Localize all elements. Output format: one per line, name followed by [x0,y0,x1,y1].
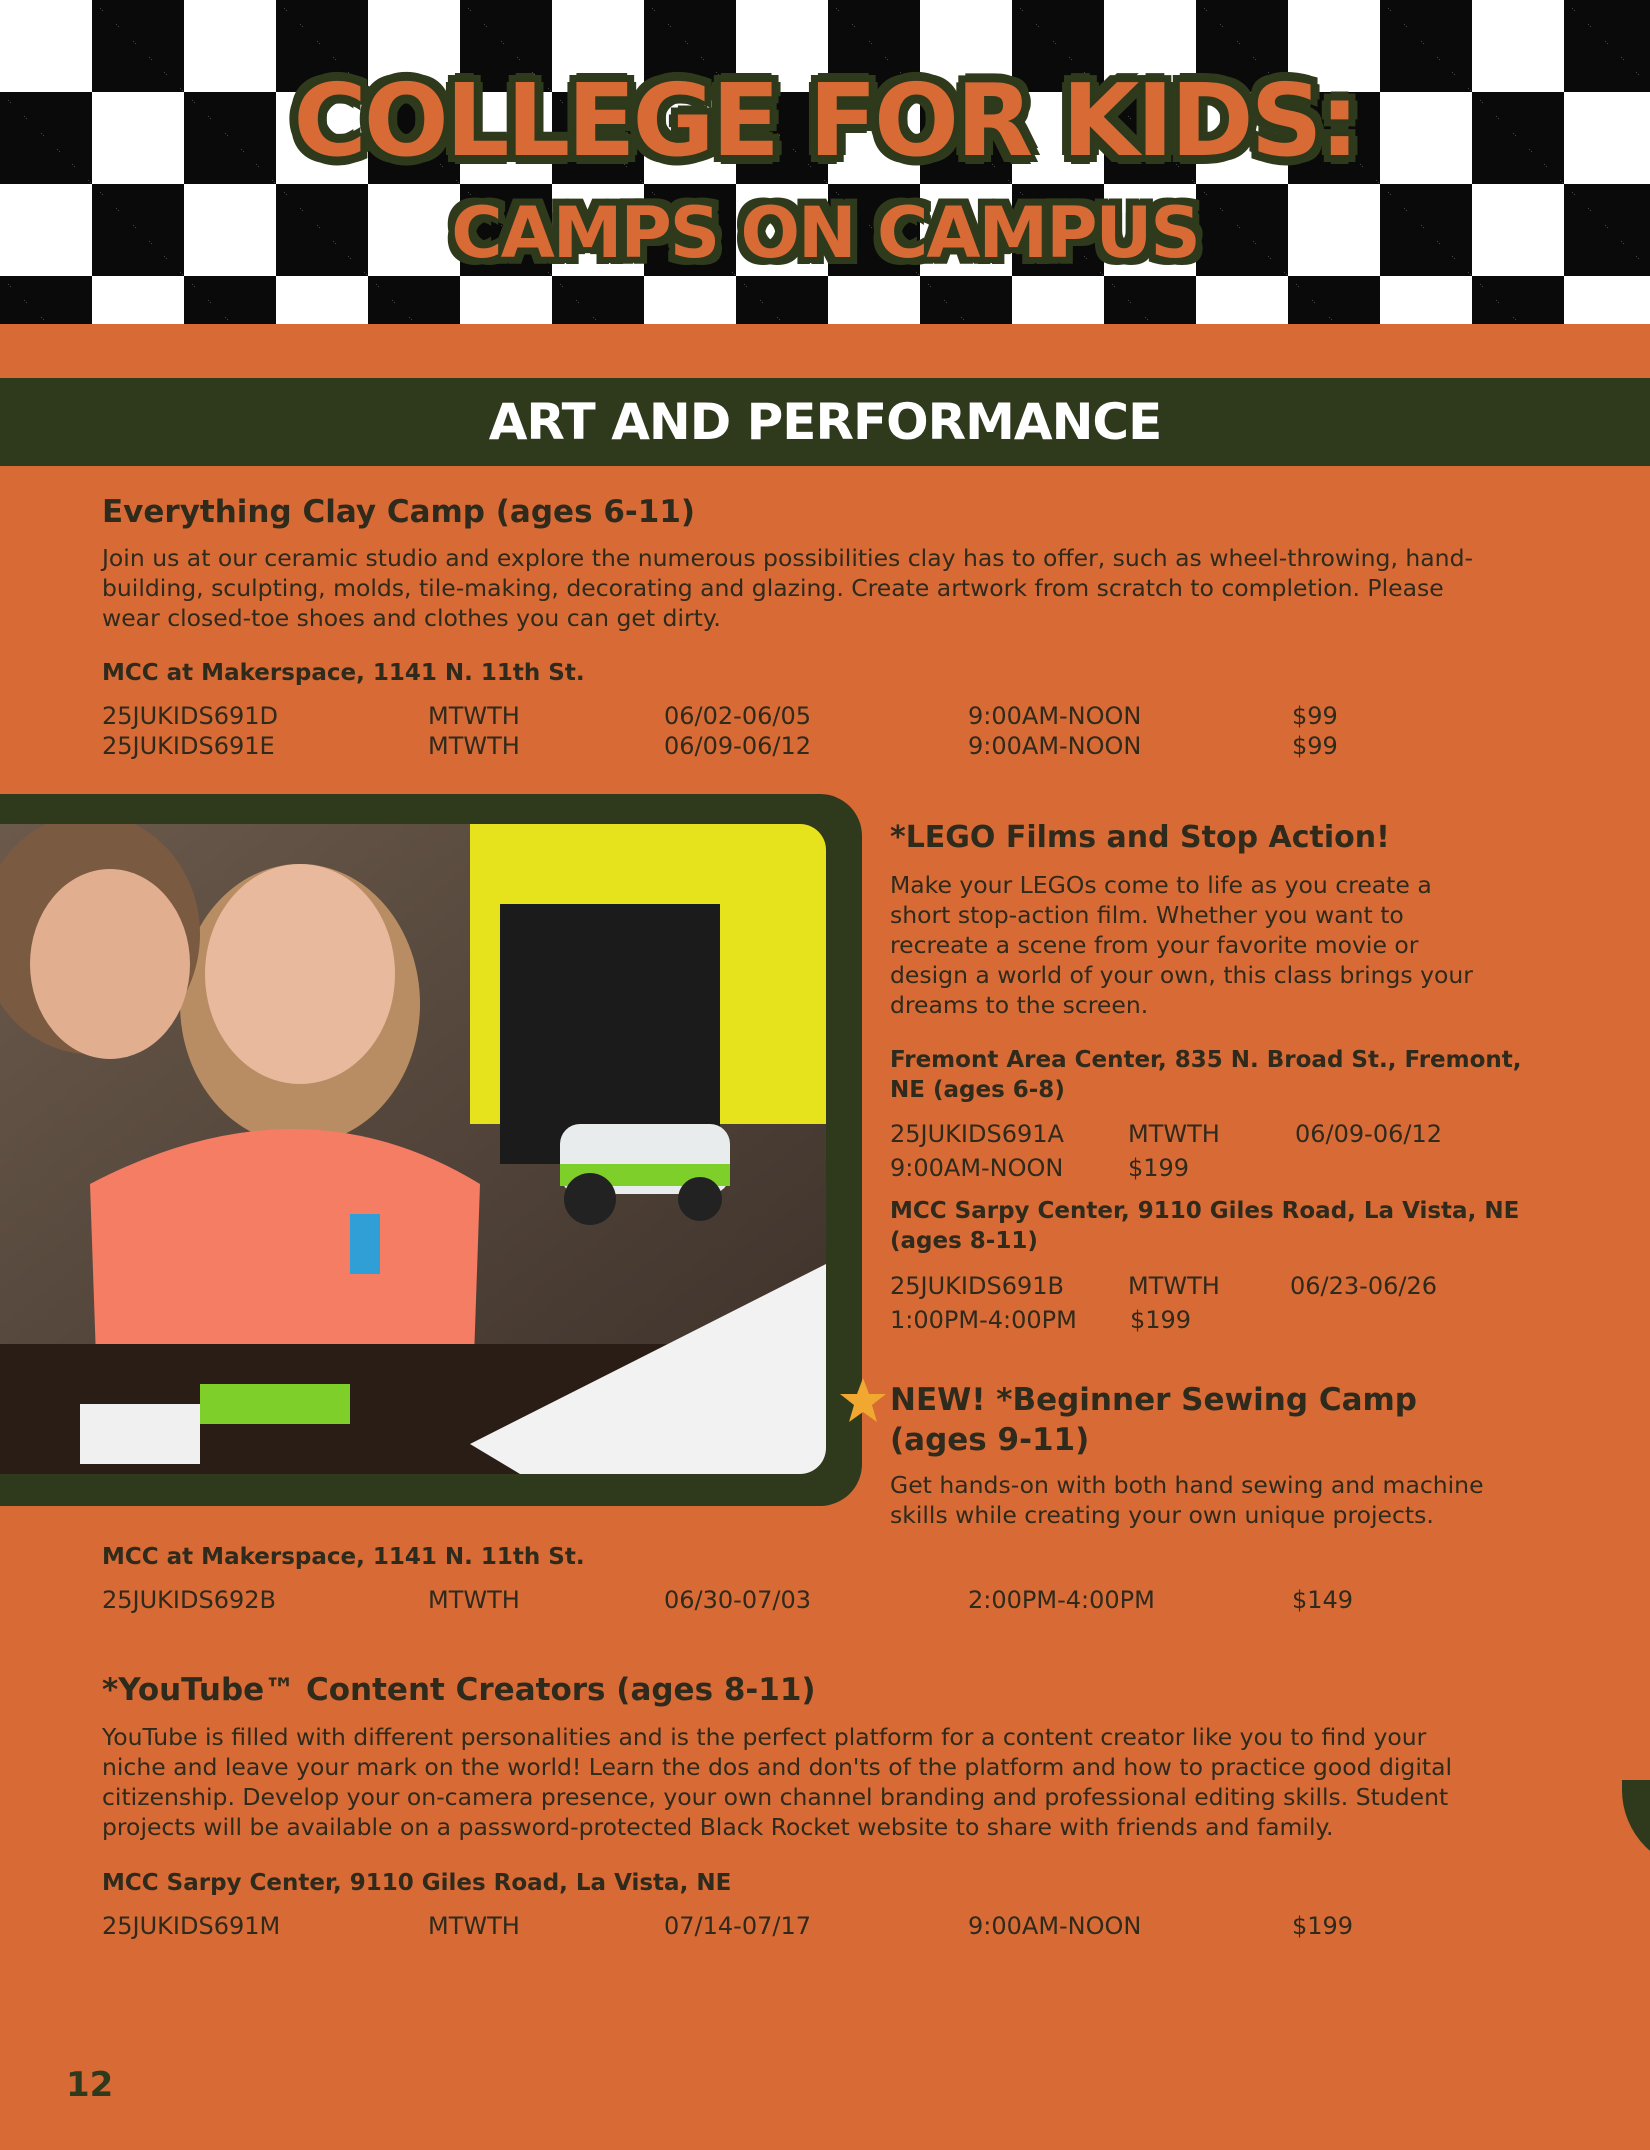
star-icon [838,1376,888,1426]
sewing-heading: NEW! *Beginner Sewing Camp (ages 9-11) [890,1382,1417,1458]
schedule-row: 25JUKIDS691M MTWTH 07/14-07/17 9:00AM-NOON $199 [102,1912,1354,1940]
youtube-location: MCC Sarpy Center, 9110 Giles Road, La Vista, NE [102,1870,732,1896]
youtube-description: YouTube is filled with different personalities and is the perfect platform for a content creator like you to find your niche and leave your mark on the world! Learn the dos and don'ts of the platform and how to practice good digital citizenship. Develop your on-camera presence, your own channel branding and professional editing skills. Student projects will be available on a password-protected Black Rocket website to share with friends and family. [102,1723,1453,1841]
sewing-description: Get hands-on with both hand sewing and machine skills while creating your own unique projects. [890,1471,1484,1529]
sewing-location: MCC at Makerspace, 1141 N. 11th St. [102,1544,585,1570]
schedule-row: 25JUKIDS691E MTWTH 06/09-06/12 9:00AM-NOON $99 [102,732,1338,760]
clay-camp-description: Join us at our ceramic studio and explore the numerous possibilities clay has to offer, such as wheel-throwing, hand- building, sculpting, molds, tile-making, decorating and glazing. Create artwork from scratch to completion. Please wear closed-toe shoes and clothes you can get dirty. [102,544,1473,632]
page-number: 12 [66,2065,114,2105]
youtube-heading: *YouTube™ Content Creators (ages 8-11) [102,1672,816,1708]
page-subtitle: CAMPS ON CAMPUS [451,192,1199,274]
leaf-decoration [1622,1780,1650,1870]
clay-camp-location: MCC at Makerspace, 1141 N. 11th St. [102,660,585,686]
schedule-row: 25JUKIDS691D MTWTH 06/02-06/05 9:00AM-NOON $99 [102,702,1338,730]
clay-camp-heading: Everything Clay Camp (ages 6-11) [102,494,696,530]
kids-lego-photo [0,824,826,1474]
lego-location-sarpy: MCC Sarpy Center, 9110 Giles Road, La Vista, NE (ages 8-11) [890,1198,1520,1254]
section-title: ART AND PERFORMANCE [0,378,1650,466]
lego-heading: *LEGO Films and Stop Action! [890,820,1390,855]
lego-location-fremont: Fremont Area Center, 835 N. Broad St., Fremont, NE (ages 6-8) [890,1047,1522,1103]
page-title: COLLEGE FOR KIDS: [293,62,1357,179]
schedule-row: 25JUKIDS692B MTWTH 06/30-07/03 2:00PM-4:00PM $149 [102,1586,1354,1614]
lego-description: Make your LEGOs come to life as you create a short stop-action film. Whether you want to recreate a scene from your favorite movie or design a world of your own, this class brings your dreams to the screen. [890,871,1473,1019]
